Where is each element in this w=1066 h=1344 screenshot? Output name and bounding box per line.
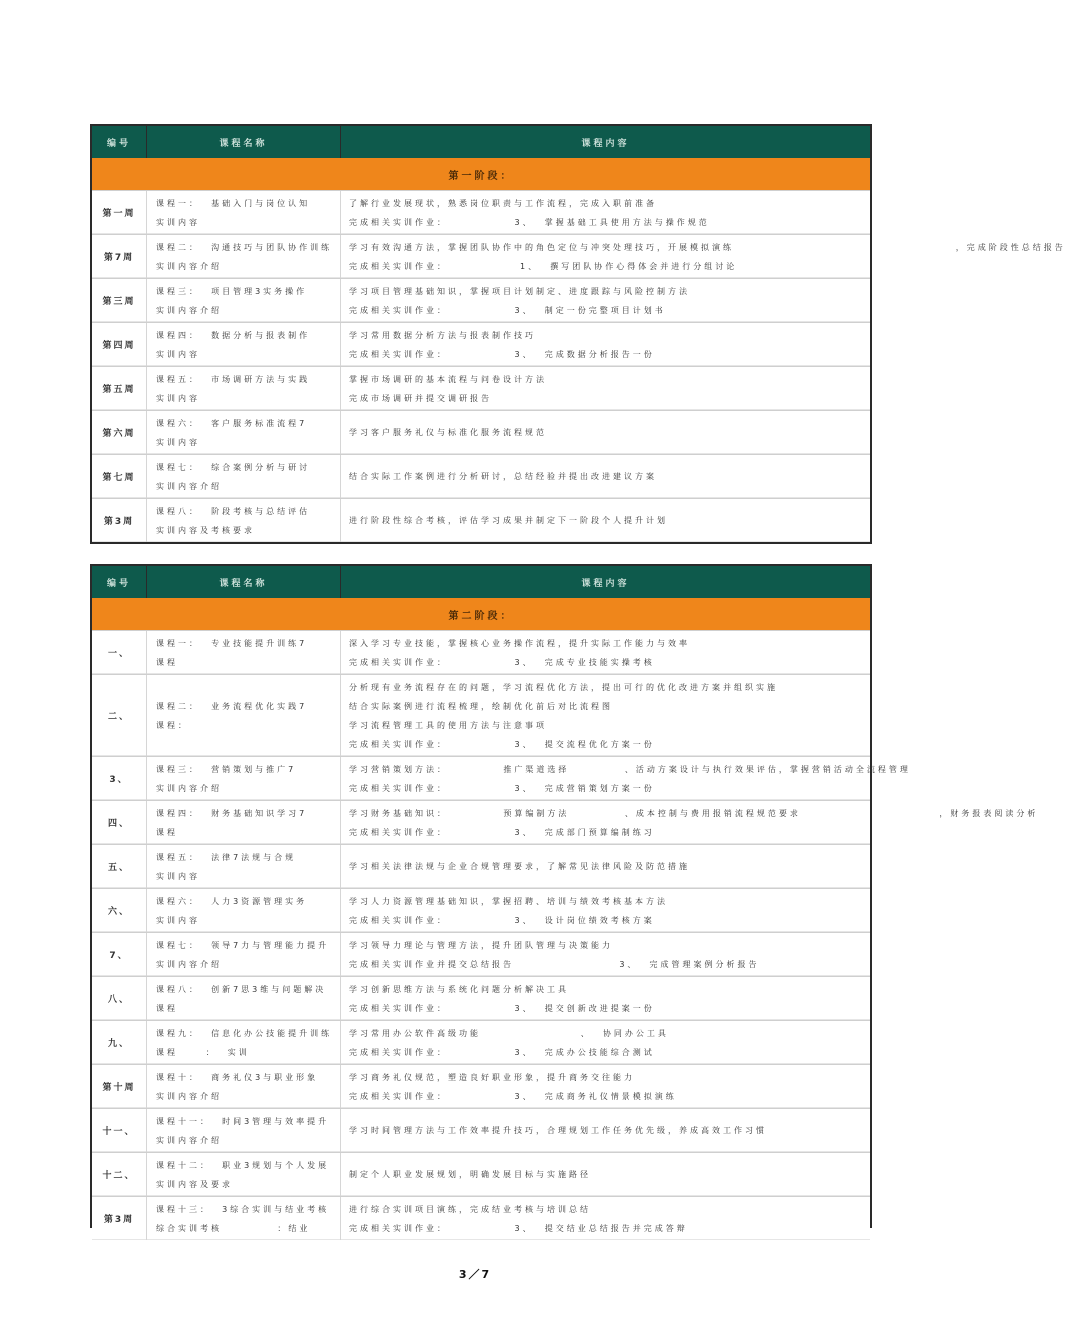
course-name-cell [147,279,341,322]
course-content-line: 完成市场调研并提交调研报告 [349,393,492,403]
course-content-line: 学习常用数据分析方法与报表制作技巧 [349,330,536,340]
course-name-line: 课程五： 法律7法规与合规 [156,852,297,862]
header-course-content: 课程内容 [581,138,630,149]
course-content-cell [341,631,870,674]
row-number: 六、 [92,889,147,932]
course-content-line: 进行阶段性综合考核，评估学习成果并制定下一阶段个人提升计划 [349,516,668,525]
course-content-line: 完成相关实训作业： 3、 制定一份完整项目计划书 [349,305,666,315]
course-name-line: 课程六： 客户服务标准流程7 [156,418,308,428]
course-name-line: 课程四： 数据分析与报表制作 [156,330,311,340]
course-name-cell [147,499,341,542]
course-table-2 [90,564,1039,1233]
row-number: 一、 [92,631,147,674]
course-content-cell [341,367,870,410]
table-row [92,1064,870,1108]
row-number: 九、 [92,1021,147,1064]
course-table-1 [90,124,1066,544]
table-row [92,498,870,542]
course-name-line: 课程六： 人力3资源管理实务 [156,896,308,906]
course-name-line: 课程三： 项目管理3实务操作 [156,286,308,296]
course-name-line: 课程八： 阶段考核与总结评估 [156,506,311,516]
course-content-line: 学习商务礼仪规范，塑造良好职业形象，提升商务交往能力 [349,1072,635,1082]
course-content-line: 深入学习专业技能，掌握核心业务操作流程，提升实际工作能力与效率 [349,638,690,648]
header-course-content: 课程内容 [581,578,630,589]
course-content-cell [341,845,870,888]
course-content-cell [341,757,911,800]
course-name-line: 实训内容及要求 [156,1179,233,1189]
course-name-cell [147,845,341,888]
course-content-line: 学习常用办公软件高级功能 、 协同办公工具 [349,1028,669,1038]
course-name-line: 课程四： 财务基础知识学习7 [156,808,308,818]
course-name-line: 课程七： 综合案例分析与研讨 [156,462,311,472]
row-number: 八、 [92,977,147,1020]
course-name-cell [147,235,341,278]
course-content-line: 分析现有业务流程存在的问题，学习流程优化方法，提出可行的优化改进方案并组织实施 [349,682,778,692]
table-row [92,1196,870,1240]
row-number: 第十周 [92,1065,147,1108]
course-name-cell [147,977,341,1020]
table-row [92,234,1066,278]
table-row [92,844,870,888]
course-content-line: 掌握市场调研的基本流程与问卷设计方法 [349,374,547,384]
row-number: 十一、 [92,1109,147,1152]
course-name-line: 课程二： 沟通技巧与团队协作训练 [156,242,333,252]
course-name-line: 课程 [156,1003,178,1013]
course-name-cell [147,801,341,844]
course-content-line: 完成相关实训作业并提交总结报告 3、 完成管理案例分析报告 [349,959,760,969]
course-content-cell [341,455,870,498]
course-name-cell [147,675,341,756]
course-name-line: 实训内容介绍 [156,783,222,793]
table-row [92,1108,870,1152]
row-number: 3、 [92,757,147,800]
course-name-cell [147,1153,341,1196]
course-name-line: 实训内容介绍 [156,261,222,271]
course-content-line: 了解行业发展现状，熟悉岗位职责与工作流程，完成入职前准备 [349,198,657,208]
table-row [92,630,870,674]
table-body [92,190,1066,542]
course-name-line: 课程八： 创新7思3维与问题解决 [156,984,327,994]
course-name-cell [147,933,341,976]
course-content-line: 学习有效沟通方法，掌握团队协作中的角色定位与冲突处理技巧，开展模拟演练 ，完成阶段性总结报告 [349,242,1066,252]
course-name-line: 课程： [156,720,189,730]
course-content-line: 完成相关实训作业： 3、 完成数据分析报告一份 [349,349,655,359]
table-row [92,410,870,454]
row-number: 第六周 [92,411,147,454]
course-content-cell [341,235,1066,278]
course-name-line: 课程 ： 实训 [156,1047,250,1057]
row-number: 四、 [92,801,147,844]
course-content-cell [341,801,1038,844]
section-band: 第二阶段： [92,598,870,630]
course-name-line: 课程十三： 3综合实训与结业考核 [156,1204,330,1214]
row-number: 7、 [92,933,147,976]
course-name-line: 课程十二： 职业3规划与个人发展 [156,1160,330,1170]
course-content-cell [341,1153,870,1196]
row-number: 第7周 [92,235,147,278]
course-content-line: 学习客户服务礼仪与标准化服务流程规范 [349,428,547,437]
course-content-line: 学习领导力理论与管理方法，提升团队管理与决策能力 [349,940,613,950]
course-name-line: 实训内容 [156,349,200,359]
table-row [92,190,870,234]
course-name-cell [147,411,341,454]
table-row [92,976,870,1020]
course-name-line: 实训内容介绍 [156,959,222,969]
course-name-line: 实训内容介绍 [156,1091,222,1101]
table-row [92,322,870,366]
course-content-cell [341,1021,870,1064]
course-name-line: 实训内容介绍 [156,305,222,315]
header-course-name: 课程名称 [147,126,341,158]
course-name-cell [147,889,341,932]
course-content-line: 完成相关实训作业： 3、 提交创新改进提案一份 [349,1003,655,1013]
row-number: 十二、 [92,1153,147,1196]
course-content-cell [341,1065,870,1108]
course-name-line: 实训内容 [156,915,200,925]
row-number: 第一周 [92,191,147,234]
section-band: 第一阶段： [92,158,870,190]
course-content-cell [341,279,870,322]
course-name-line: 课程 [156,657,178,667]
table-row [92,888,870,932]
course-content-line: 结合实际工作案例进行分析研讨，总结经验并提出改进建议方案 [349,472,657,481]
course-content-line: 完成相关实训作业： 3、 掌握基础工具使用方法与操作规范 [349,217,710,227]
course-name-cell [147,455,341,498]
table-row [92,366,870,410]
course-content-line: 进行综合实训项目演练，完成结业考核与培训总结 [349,1204,591,1214]
row-number: 第四周 [92,323,147,366]
course-name-line: 课程一： 基础入门与岗位认知 [156,198,311,208]
course-content-line: 完成相关实训作业： 3、 完成营销策划方案一份 [349,783,655,793]
course-content-line: 学习流程管理工具的使用方法与注意事项 [349,720,547,730]
table-header [92,126,870,158]
course-name-cell [147,1109,341,1152]
course-name-line: 课程七： 领导7力与管理能力提升 [156,940,330,950]
page-number: 3／7 [458,1268,492,1281]
course-name-cell [147,757,341,800]
course-name-line: 实训内容 [156,871,200,881]
row-number: 第三周 [92,279,147,322]
course-name-line: 实训内容 [156,217,200,227]
row-number: 第3周 [92,1197,147,1240]
course-content-line: 完成相关实训作业： 1、 撰写团队协作心得体会并进行分组讨论 [349,261,738,271]
course-content-line: 完成相关实训作业： 3、 提交流程优化方案一份 [349,739,655,749]
course-name-line: 实训内容介绍 [156,481,222,491]
course-content-cell [341,977,870,1020]
course-content-cell [341,323,870,366]
course-content-line: 学习项目管理基础知识，掌握项目计划制定、进度跟踪与风险控制方法 [349,286,690,296]
course-content-line: 学习人力资源管理基础知识，掌握招聘、培训与绩效考核基本方法 [349,896,668,906]
table-row [92,278,870,322]
course-content-line: 完成相关实训作业： 3、 完成商务礼仪情景模拟演练 [349,1091,677,1101]
course-content-line: 完成相关实训作业： 3、 完成专业技能实操考核 [349,657,655,667]
header-number: 编号 [92,566,147,598]
course-content-cell [341,499,870,542]
course-name-line: 实训内容及考核要求 [156,525,255,535]
course-name-line: 课程二： 业务流程优化实践7 [156,701,308,711]
course-content-line: 完成相关实训作业： 3、 完成办公技能综合测试 [349,1047,655,1057]
course-content-line: 学习营销策划方法： 推广渠道选择 、活动方案设计与执行效果评估，掌握营销活动全流程管理 [349,764,911,774]
course-name-cell [147,367,341,410]
row-number: 第七周 [92,455,147,498]
course-name-line: 课程五： 市场调研方法与实践 [156,374,311,384]
header-number: 编号 [92,126,147,158]
course-content-cell [341,1197,870,1240]
header-course-name: 课程名称 [147,566,341,598]
course-content-line: 结合实际案例进行流程梳理，绘制优化前后对比流程图 [349,701,613,711]
course-content-cell [341,675,870,756]
course-name-cell [147,1197,341,1240]
course-content-cell [341,191,870,234]
row-number: 第3周 [92,499,147,542]
table-row [92,932,870,976]
course-content-line: 完成相关实训作业： 3、 提交结业总结报告并完成答辩 [349,1223,688,1233]
course-name-line: 课程十： 商务礼仪3与职业形象 [156,1072,319,1082]
course-name-cell [147,631,341,674]
course-content-line: 学习相关法律法规与企业合规管理要求，了解常见法律风险及防范措施 [349,862,690,871]
course-content-cell [341,889,870,932]
course-content-cell [341,1109,870,1152]
course-name-line: 课程九： 信息化办公技能提升训练 [156,1028,333,1038]
row-number: 二、 [92,675,147,756]
course-name-line: 实训内容 [156,393,200,403]
table-row [92,674,870,756]
course-name-line: 课程十一： 时间3管理与效率提升 [156,1116,330,1126]
course-name-cell [147,191,341,234]
table-row [92,1020,870,1064]
course-content-line: 完成相关实训作业： 3、 设计岗位绩效考核方案 [349,915,655,925]
course-name-cell [147,1065,341,1108]
table-row [92,1152,870,1196]
course-content-line: 完成相关实训作业： 3、 完成部门预算编制练习 [349,827,655,837]
course-content-line: 学习时间管理方法与工作效率提升技巧，合理规划工作任务优先级，养成高效工作习惯 [349,1126,767,1135]
table-header [92,566,870,598]
course-name-line: 实训内容介绍 [156,1135,222,1145]
row-number: 第五周 [92,367,147,410]
row-number: 五、 [92,845,147,888]
course-content-cell [341,411,870,454]
table-body [92,630,1039,1240]
course-name-line: 课程一： 专业技能提升训练7 [156,638,308,648]
course-content-cell [341,933,870,976]
course-content-line: 制定个人职业发展规划，明确发展目标与实施路径 [349,1170,591,1179]
course-name-line: 综合实训考核 ：结业 [156,1223,311,1233]
table-row [92,756,911,800]
course-name-cell [147,323,341,366]
course-content-line: 学习创新思维方法与系统化问题分析解决工具 [349,984,569,994]
course-name-cell [147,1021,341,1064]
course-name-line: 实训内容 [156,437,200,447]
table-row [92,800,1039,844]
course-name-line: 课程三： 营销策划与推广7 [156,764,297,774]
course-content-line: 学习财务基础知识： 预算编制方法 、成本控制与费用报销流程规范要求 ，财务报表阅读分析 [349,808,1039,818]
course-name-line: 课程 [156,827,178,837]
table-row [92,454,870,498]
